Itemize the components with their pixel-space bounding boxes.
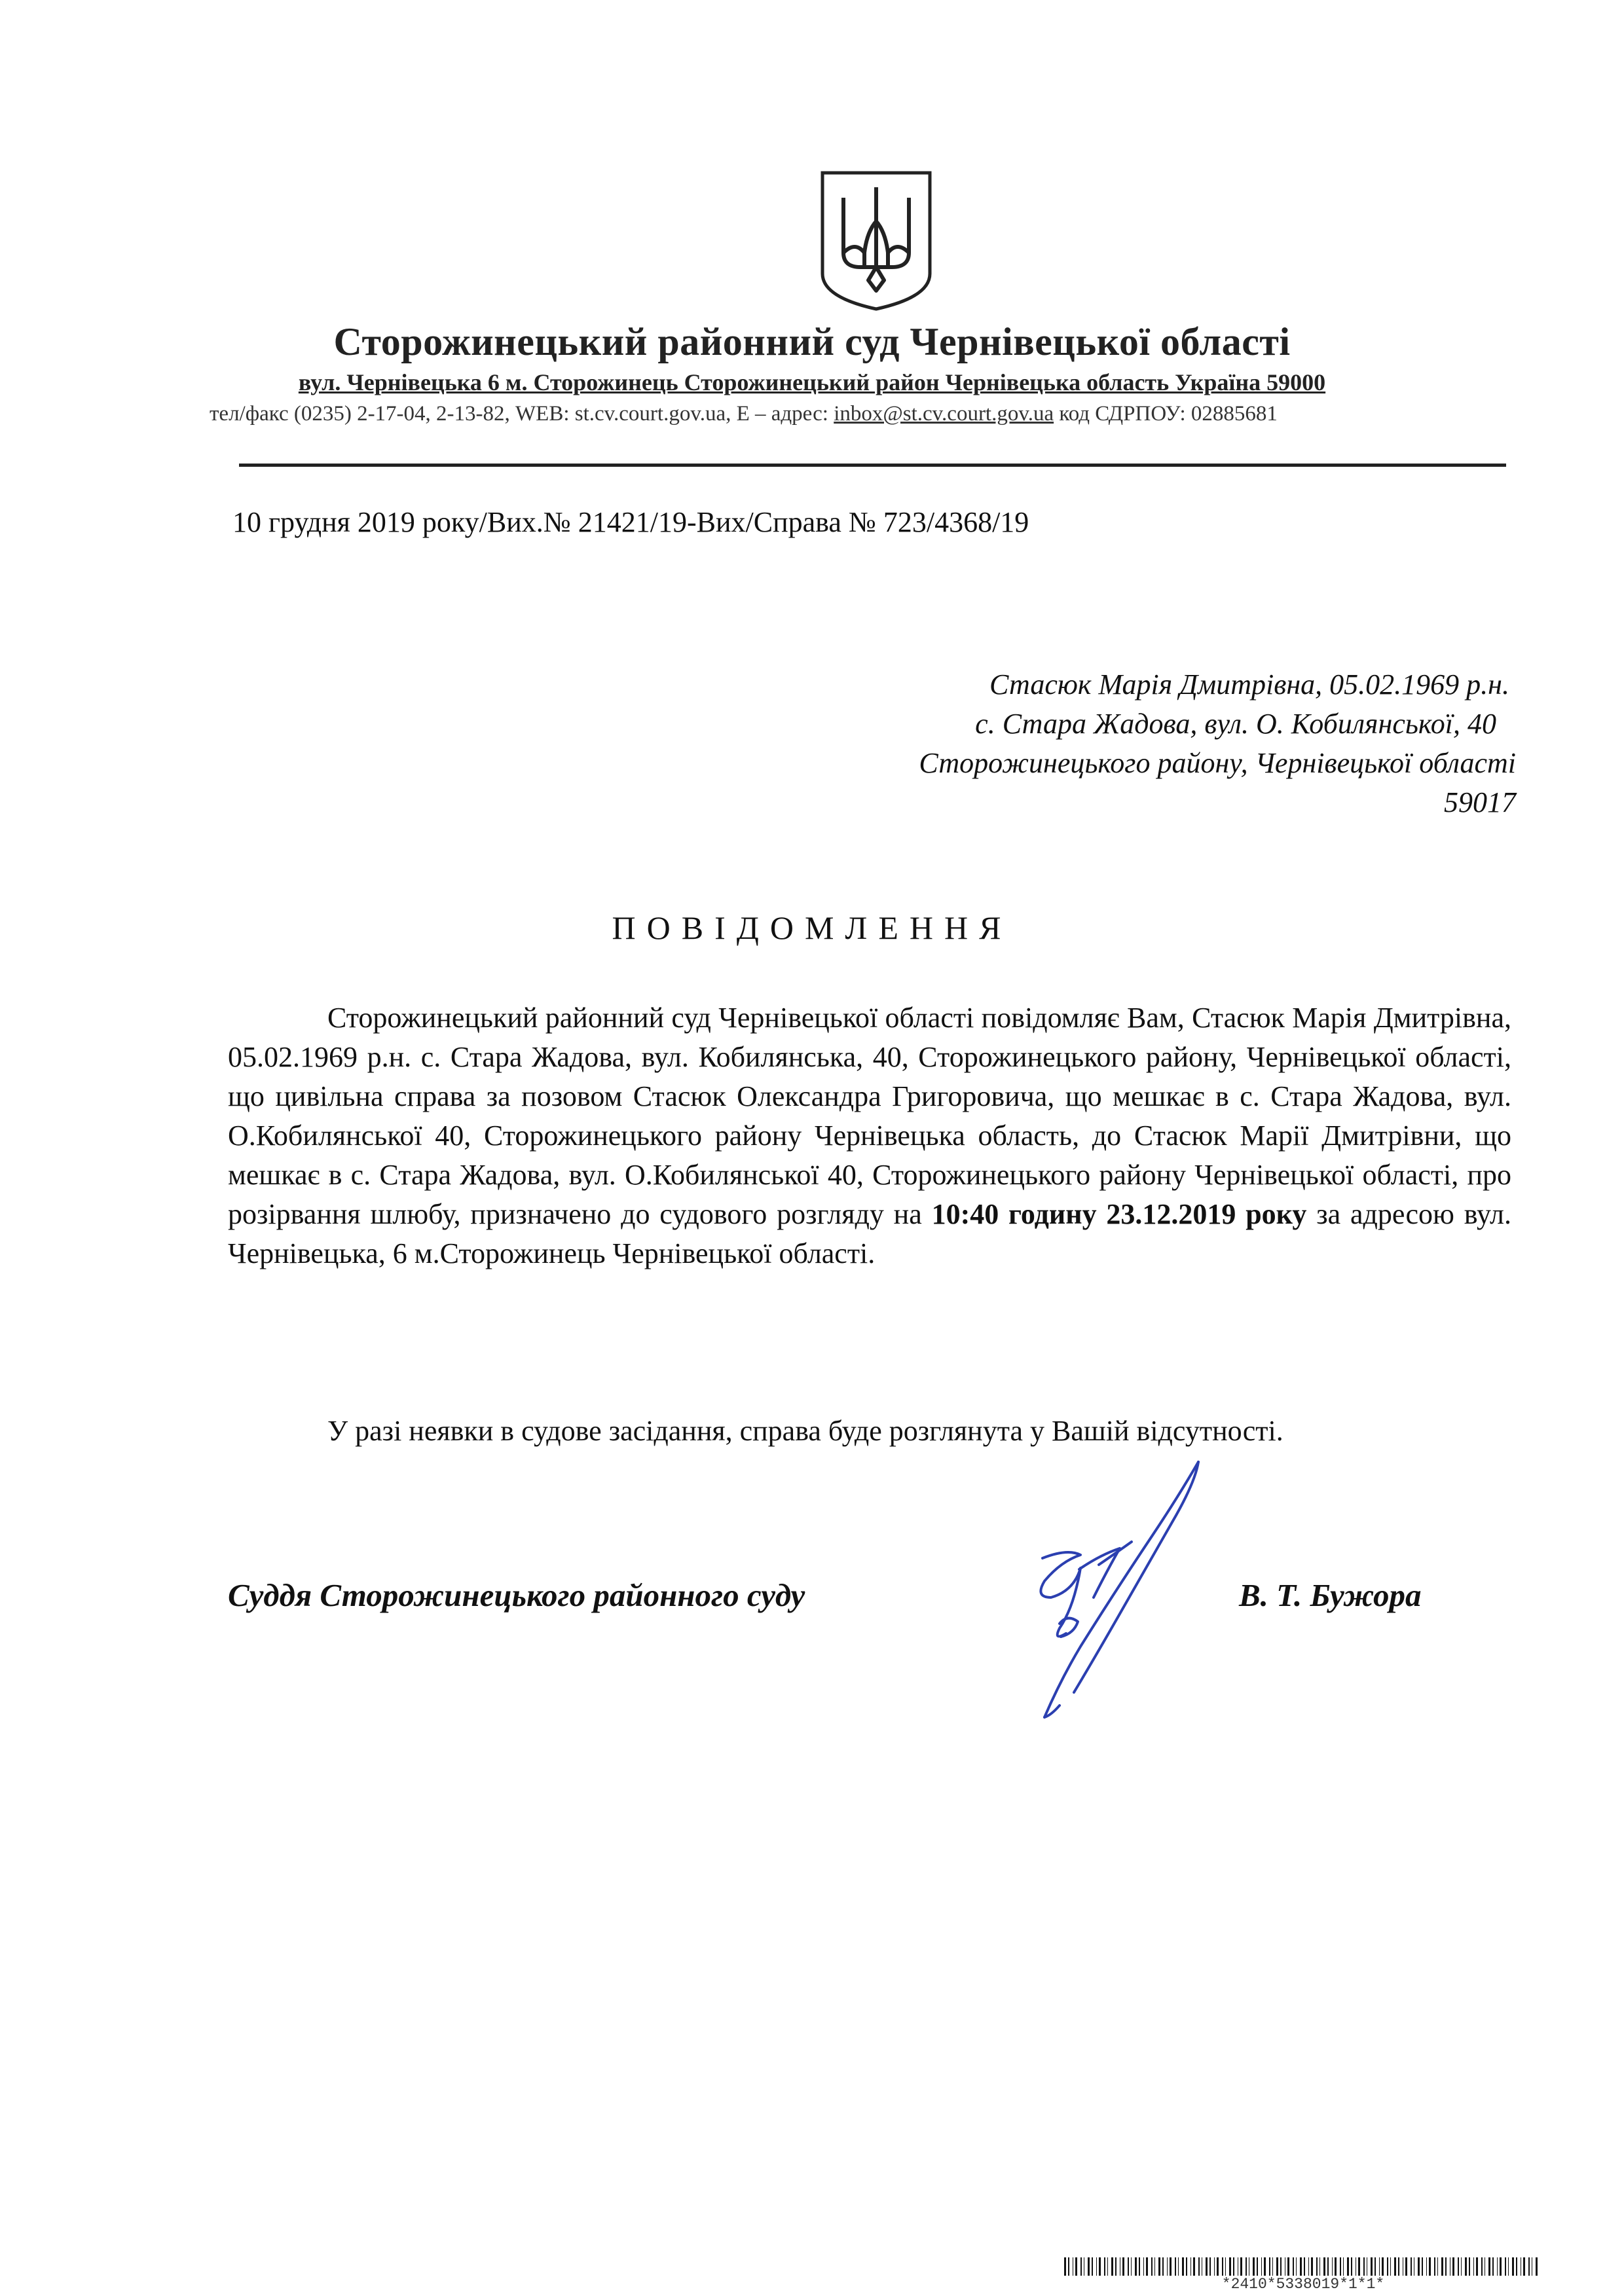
court-name: Сторожинецький районний суд Чернівецької області xyxy=(333,320,1291,363)
addressee-postcode: 59017 xyxy=(1444,786,1516,818)
coat-of-arms-emblem xyxy=(817,169,935,313)
barcode-number: *2410*5338019*1*1* xyxy=(1221,2276,1385,2293)
document-title: ПОВІДОМЛЕННЯ xyxy=(612,909,1012,946)
absence-note: У разі неявки в судове засідання, справа буде розглянута у Вашій відсутності. xyxy=(327,1415,1283,1447)
notice-body-part2: за адресою вул. Чернівецька, 6 м.Сторожинець Чернівецької області. xyxy=(228,1198,1511,1269)
outgoing-reference: 10 грудня 2019 року/Вих.№ 21421/19-Вих/Справа № 723/4368/19 xyxy=(232,506,1029,538)
signer-name: В. Т. Бужора xyxy=(1239,1577,1422,1613)
addressee-name: Стасюк Марія Дмитрівна, 05.02.1969 р.н. xyxy=(989,668,1509,701)
contacts-suffix: код СДРПОУ: 02885681 xyxy=(1054,402,1278,426)
notice-body-part1: Сторожинецький районний суд Чернівецької області повідомляє Вам, Стасюк Марія Дмитрівна, 05.02.1969 р.н. с. Стара Жадова, вул. Кобилянська, 40, Сторожинецького району, Чернівецької області, що цивільна справа за позовом Стасюк Олександра Григоровича, що мешкає в с. Стара Жадова, вул. О.Кобилянської 40, Сторожинецького району Чернівецька область, до Стасюк Марії Дмитрівни, що мешкає в с. Стара Жадова, вул. О.Кобилянської 40, Сторожинецького району Чернівецької області, про розірвання шлюбу, призначено до судового розгляду на xyxy=(228,1002,1511,1230)
court-contacts xyxy=(210,402,1278,426)
signer-title: Суддя Сторожинецького районного суду xyxy=(228,1577,805,1613)
court-address: вул. Чернівецька 6 м. Сторожинець Сторожинецький район Чернівецька область Україна 59000 xyxy=(298,369,1326,395)
notice-body xyxy=(228,998,1511,1273)
email-link[interactable]: inbox@st.cv.court.gov.ua xyxy=(834,402,1054,426)
handwritten-signature xyxy=(982,1457,1270,1725)
addressee-street: с. Стара Жадова, вул. О. Кобилянської, 40 xyxy=(975,708,1496,740)
barcode xyxy=(1064,2257,1542,2276)
hearing-datetime: 10:40 годину 23.12.2019 року xyxy=(931,1198,1307,1230)
addressee-region: Сторожинецького району, Чернівецької області xyxy=(919,747,1516,779)
header-divider xyxy=(239,464,1506,467)
contacts-prefix: тел/факс (0235) 2-17-04, 2-13-82, WEB: st.cv.court.gov.ua, E – адрес: xyxy=(210,402,834,426)
